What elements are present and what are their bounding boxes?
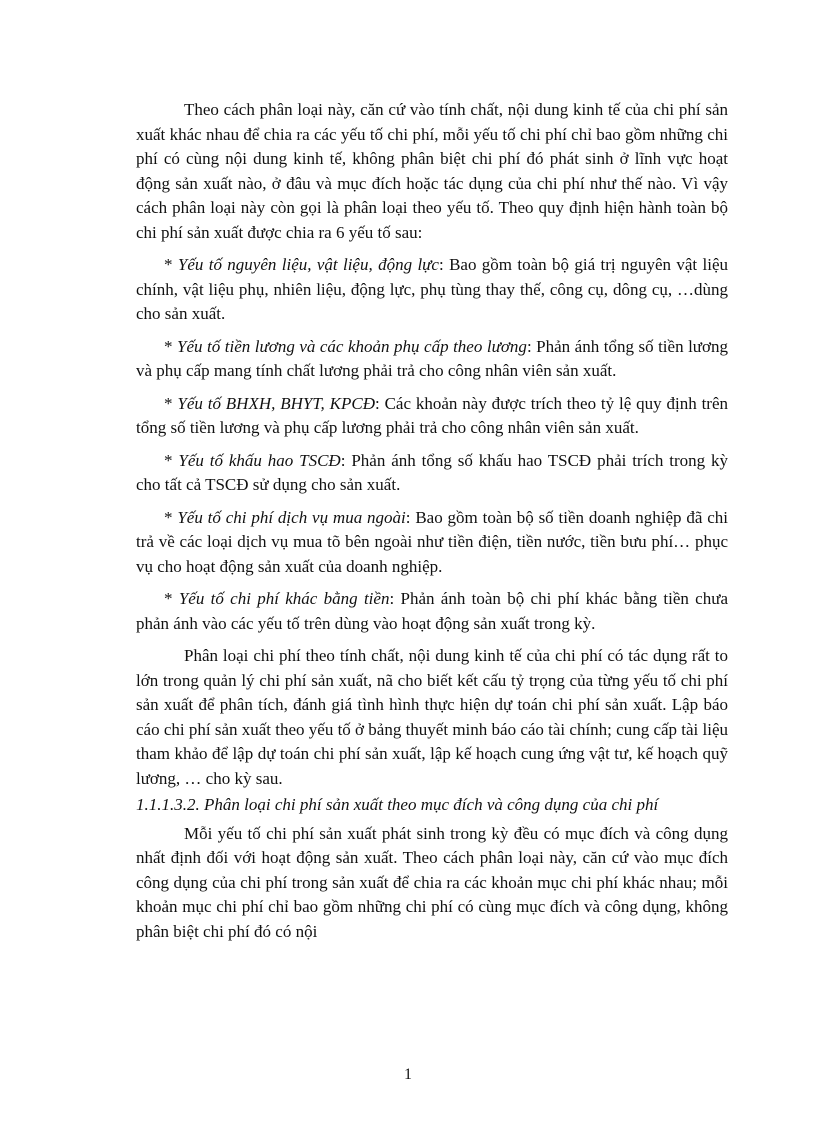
bullet-item-services <box>136 506 728 580</box>
page-number: 1 <box>404 1066 412 1083</box>
bullet-text: : Phản ánh tổng số tiền lương và phụ cấp mang tính chất lương phải trả cho công nhân viên sản xuất. <box>136 336 729 380</box>
bullet-text: : Phản ánh tổng số khấu hao TSCĐ phải trích trong kỳ cho tất cả TSCĐ sử dụng cho sản xuất. <box>136 450 728 494</box>
section-heading: 1.1.1.3.2. Phân loại chi phí sản xuất theo mục đích và công dụng của chi phí <box>136 795 659 814</box>
bullet-text: : Các khoản này được trích theo tỷ lệ quy định trên tổng số tiền lương và phụ cấp lương phải trả cho công nhân viên sản xuất. <box>136 393 729 437</box>
intro-paragraph: Theo cách phân loại này, căn cứ vào tính chất, nội dung kinh tế của chi phí sản xuất khác nhau để chia ra các yếu tố chi phí, mỗi yếu tố chi phí chỉ bao gồm những chi phí có cùng nội dung kinh tế, không phân biệt chi phí đó phát sinh ở lĩnh vực hoạt động sản xuất nào, ở đâu và mục đích hoặc tác dụng của chi phí như thế nào. Vì vậy cách phân loại này còn gọi là phân loại theo yếu tố. Theo quy định hiện hành toàn bộ chi phí sản xuất được chia ra 6 yếu tố sau: <box>136 100 728 242</box>
bullet-mark: * <box>164 589 173 608</box>
bullet-item-other-costs <box>136 587 728 636</box>
bullet-item-materials <box>136 253 728 327</box>
bullet-item-insurance <box>136 392 728 441</box>
bullet-mark: * <box>164 393 173 413</box>
bullet-lead: Yếu tố nguyên liệu, vật liệu, động lực <box>177 255 439 274</box>
bullet-mark: * <box>164 450 173 470</box>
bullet-lead: Yếu tố BHXH, BHYT, KPCĐ <box>177 393 375 413</box>
bullet-lead: Yếu tố chi phí khác bằng tiền <box>178 589 390 608</box>
bullet-mark: * <box>164 336 173 356</box>
bullet-text: : Phản ánh toàn bộ chi phí khác bằng tiền chưa phản ánh vào các yếu tố trên dùng vào hoạt động sản xuất trong kỳ. <box>136 589 728 633</box>
bullet-lead: Yếu tố tiền lương và các khoản phụ cấp theo lương <box>177 336 527 356</box>
bullet-mark: * <box>164 507 173 527</box>
bullet-item-depreciation <box>136 449 728 498</box>
bullet-text: : Bao gồm toàn bộ số tiền doanh nghiệp đã chi trả về các loại dịch vụ mua tõ bên ngoài như tiền điện, tiền nước, tiền bưu phí… phục vụ cho hoạt động sản xuất của doanh nghiệp. <box>136 507 729 576</box>
bullet-mark: * <box>164 255 173 274</box>
summary-paragraph: Phân loại chi phí theo tính chất, nội dung kinh tế của chi phí có tác dụng rất to lớn trong quản lý chi phí sản xuất, nã cho biết kết cấu tỷ trọng của từng yếu tố chi phí sản xuất để phân tích, đánh giá tình hình thực hiện dự toán chi phí sản xuất. Lập báo cáo chi phí sản xuất theo yếu tố ở bảng thuyết minh báo cáo tài chính; cung cấp tài liệu tham khảo để lập dự toán chi phí sản xuất, lập kế hoạch cung ứng vật tư, kế hoạch quỹ lương, … cho kỳ sau. <box>136 646 729 788</box>
bullet-text: : Bao gồm toàn bộ giá trị nguyên vật liệu chính, vật liệu phụ, nhiên liệu, động lực, phụ tùng thay thế, công cụ, dông cụ, …dùng cho sản xuất. <box>136 255 728 323</box>
bullet-lead: Yếu tố khấu hao TSCĐ <box>178 450 341 470</box>
bullet-item-wages <box>136 335 728 384</box>
bullet-lead: Yếu tố chi phí dịch vụ mua ngoài <box>177 507 406 527</box>
closing-paragraph: Mỗi yếu tố chi phí sản xuất phát sinh trong kỳ đều có mục đích và công dụng nhất định đối với hoạt động sản xuất. Theo cách phân loại này, căn cứ vào mục đích công dụng của chi phí trong sản xuất để chia ra các khoản mục chi phí khác nhau; mỗi khoản mục chi phí chỉ bao gồm những chi phí có cùng mục đích và công dụng, không phân biệt chi phí đó có nội <box>136 823 728 941</box>
